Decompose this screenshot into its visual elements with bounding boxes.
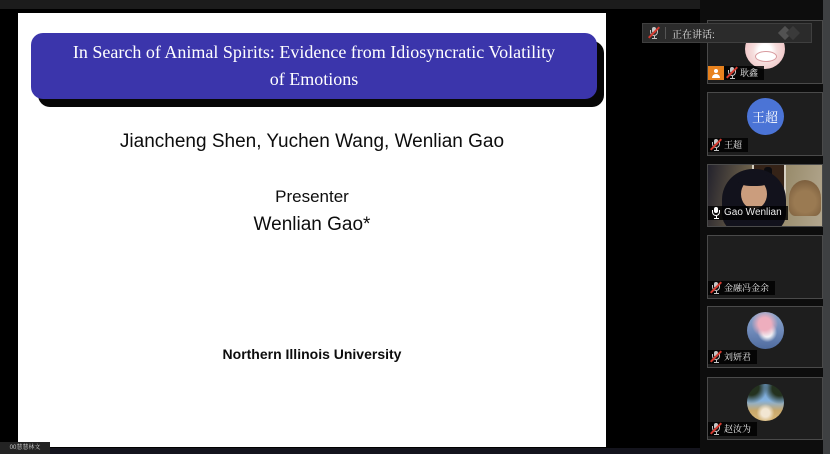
speaking-label: 正在讲话: <box>672 29 715 41</box>
avatar <box>747 312 784 349</box>
name-badge <box>708 422 757 436</box>
watermark-text: 00慧慧林文 <box>9 445 41 451</box>
avatar <box>747 384 784 421</box>
participant-tile[interactable] <box>707 306 823 368</box>
mic-muted-icon <box>711 139 721 151</box>
divider <box>665 27 666 39</box>
participant-name: 王超 <box>724 140 743 150</box>
slide-title-line1: In Search of Animal Spirits: Evidence from Idiosyncratic Volatility <box>72 42 556 62</box>
participants-sidebar <box>700 0 823 454</box>
participant-name: 刘妍君 <box>724 352 752 362</box>
name-badge <box>708 281 775 295</box>
sidebar-scrollbar[interactable] <box>823 0 830 454</box>
person-icon <box>712 69 721 78</box>
slide-authors: Jiancheng Shen, Yuchen Wang, Wenlian Gao <box>119 131 505 152</box>
participant-name: 赵汝为 <box>724 424 752 434</box>
person-fringe <box>738 173 770 186</box>
participant-name: Gao Wenlian <box>724 207 782 218</box>
presenter-label: Presenter <box>275 187 349 206</box>
name-badge <box>708 206 788 220</box>
host-badge <box>708 66 724 80</box>
watermark-tab <box>0 442 50 454</box>
mic-muted-icon <box>649 27 659 39</box>
top-strip <box>0 0 706 9</box>
slide-affiliation: Northern Illinois University <box>222 346 402 362</box>
participant-tile[interactable] <box>707 164 823 227</box>
mic-muted-icon <box>711 351 721 363</box>
name-badge <box>708 138 748 152</box>
shared-slide <box>18 13 606 447</box>
name-badge <box>724 66 764 80</box>
participant-tile[interactable] <box>707 235 823 299</box>
mic-muted-icon <box>711 423 721 435</box>
avatar-initials: 王超 <box>747 98 784 135</box>
participant-name: 耿鑫 <box>740 68 759 78</box>
name-badge <box>708 350 757 364</box>
mic-on-icon <box>711 207 721 219</box>
mic-muted-icon <box>711 282 721 294</box>
mic-muted-icon <box>727 67 737 79</box>
participant-tile[interactable] <box>707 92 823 156</box>
presenter-name: Wenlian Gao* <box>253 214 371 235</box>
logo-diamonds-icon <box>777 26 805 40</box>
participant-tile[interactable] <box>707 377 823 440</box>
slide-title-line2: of Emotions <box>269 69 359 89</box>
participant-name: 金融冯金余 <box>724 283 770 293</box>
slide-title-banner <box>31 33 597 99</box>
speaking-indicator-bar <box>642 23 812 43</box>
avatar <box>747 242 784 279</box>
chair-background <box>789 180 821 216</box>
